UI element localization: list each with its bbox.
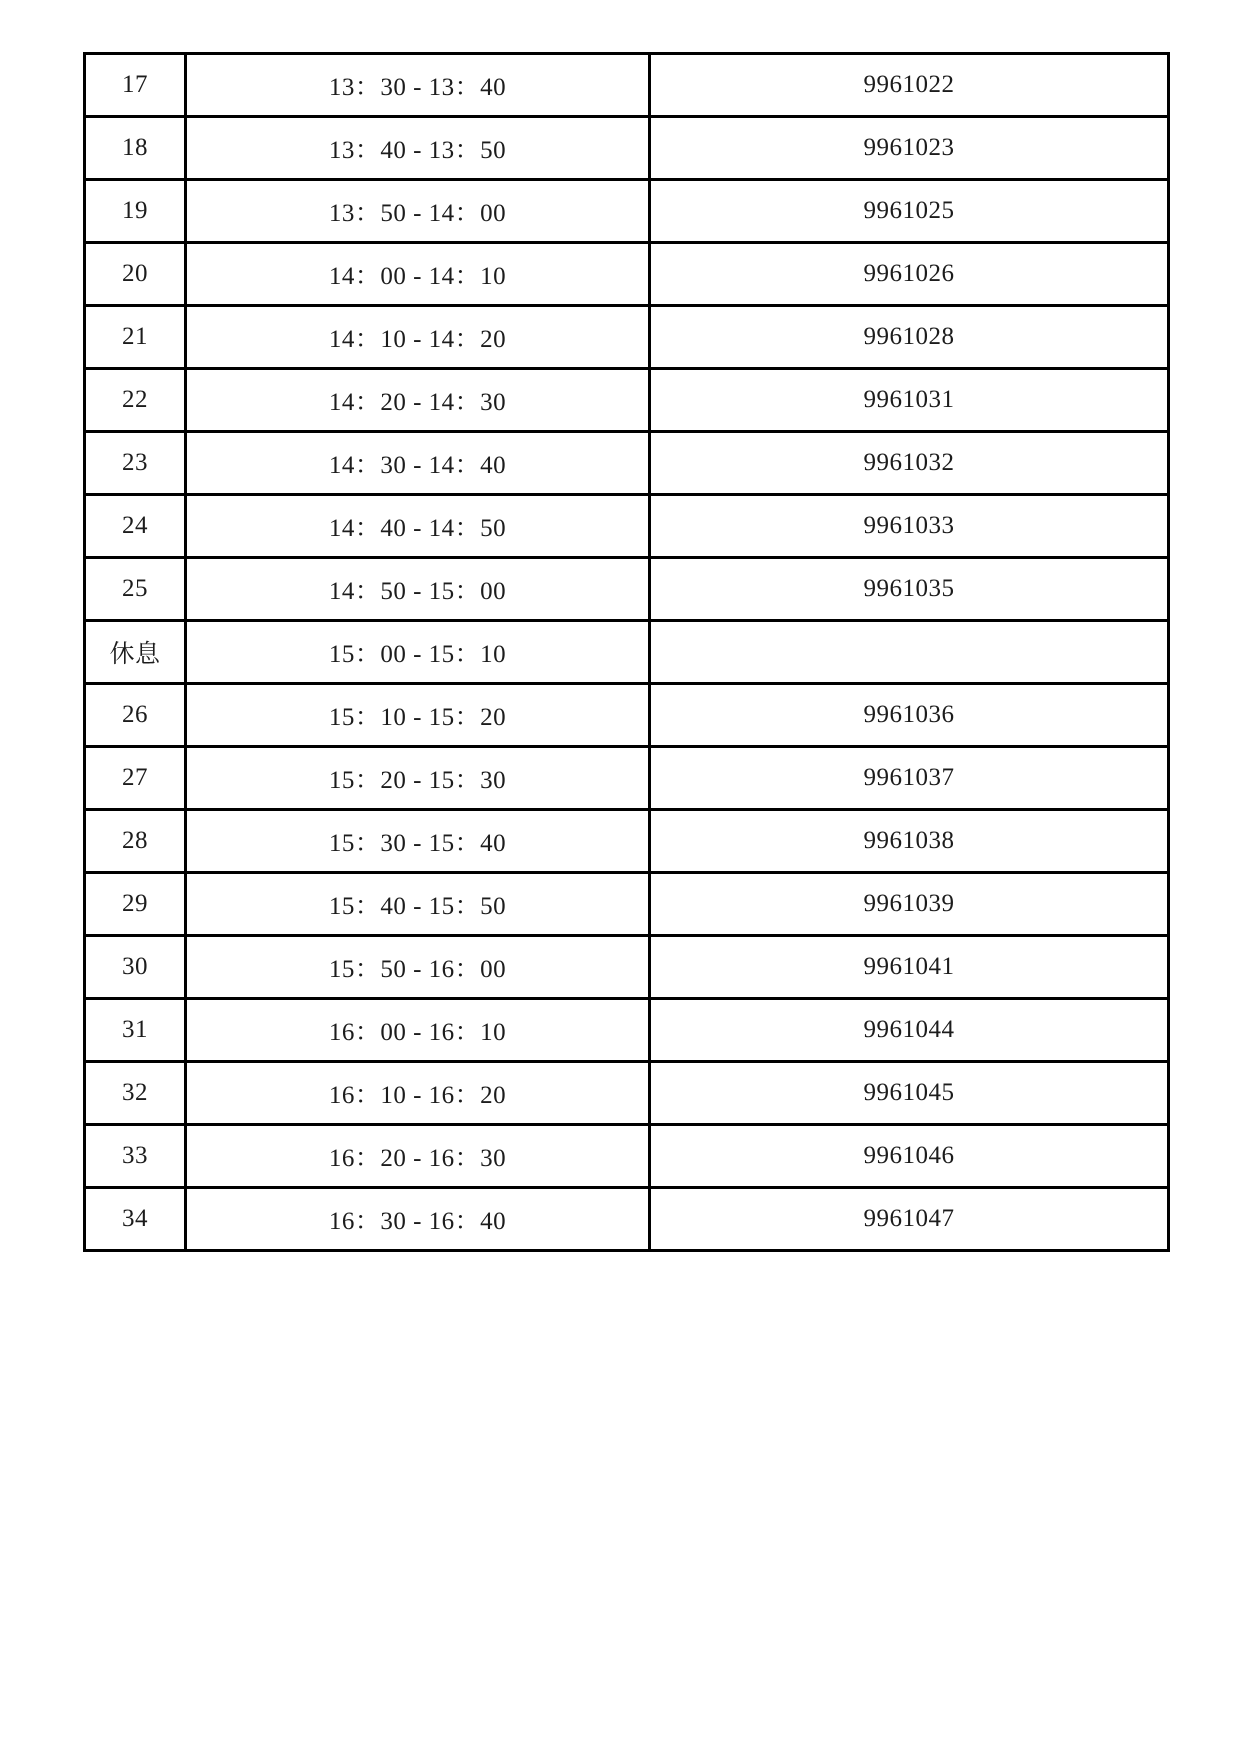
time-range-cell: 14：10 - 14：20 <box>186 306 650 369</box>
schedule-table <box>83 52 1170 1252</box>
slot-number-cell: 29 <box>85 873 186 936</box>
id-number-cell: 9961035 <box>650 558 1169 621</box>
id-number-cell: 9961028 <box>650 306 1169 369</box>
slot-number-cell: 23 <box>85 432 186 495</box>
table-row <box>85 1188 1169 1251</box>
slot-number-cell: 27 <box>85 747 186 810</box>
time-range-cell: 13：30 - 13：40 <box>186 54 650 117</box>
time-range-cell: 15：10 - 15：20 <box>186 684 650 747</box>
time-range-cell: 14：30 - 14：40 <box>186 432 650 495</box>
slot-number-cell: 33 <box>85 1125 186 1188</box>
time-range-cell: 14：00 - 14：10 <box>186 243 650 306</box>
table-row <box>85 999 1169 1062</box>
table-row <box>85 306 1169 369</box>
time-range-cell: 16：30 - 16：40 <box>186 1188 650 1251</box>
id-number-cell: 9961037 <box>650 747 1169 810</box>
slot-number-cell: 24 <box>85 495 186 558</box>
time-range-cell: 15：00 - 15：10 <box>186 621 650 684</box>
id-number-cell: 9961041 <box>650 936 1169 999</box>
slot-number-cell: 25 <box>85 558 186 621</box>
id-number-cell: 9961022 <box>650 54 1169 117</box>
id-number-cell: 9961033 <box>650 495 1169 558</box>
id-number-cell: 9961038 <box>650 810 1169 873</box>
slot-number-cell: 31 <box>85 999 186 1062</box>
slot-number-cell: 26 <box>85 684 186 747</box>
id-number-cell: 9961036 <box>650 684 1169 747</box>
id-number-cell: 9961026 <box>650 243 1169 306</box>
slot-number-cell: 19 <box>85 180 186 243</box>
time-range-cell: 14：50 - 15：00 <box>186 558 650 621</box>
id-number-cell: 9961032 <box>650 432 1169 495</box>
table-row <box>85 873 1169 936</box>
id-number-cell: 9961044 <box>650 999 1169 1062</box>
table-row <box>85 495 1169 558</box>
slot-number-cell: 32 <box>85 1062 186 1125</box>
id-number-cell: 9961045 <box>650 1062 1169 1125</box>
id-number-cell <box>650 621 1169 684</box>
time-range-cell: 15：30 - 15：40 <box>186 810 650 873</box>
id-number-cell: 9961025 <box>650 180 1169 243</box>
table-row <box>85 369 1169 432</box>
table-row <box>85 180 1169 243</box>
time-range-cell: 14：20 - 14：30 <box>186 369 650 432</box>
table-row <box>85 684 1169 747</box>
schedule-table-body <box>85 54 1169 1251</box>
table-row <box>85 54 1169 117</box>
slot-number-cell: 22 <box>85 369 186 432</box>
table-row <box>85 558 1169 621</box>
table-row <box>85 117 1169 180</box>
slot-number-cell: 21 <box>85 306 186 369</box>
id-number-cell: 9961039 <box>650 873 1169 936</box>
table-row <box>85 243 1169 306</box>
slot-number-cell: 18 <box>85 117 186 180</box>
id-number-cell: 9961047 <box>650 1188 1169 1251</box>
time-range-cell: 13：50 - 14：00 <box>186 180 650 243</box>
table-row <box>85 810 1169 873</box>
table-row <box>85 1062 1169 1125</box>
table-row <box>85 936 1169 999</box>
slot-number-cell: 28 <box>85 810 186 873</box>
time-range-cell: 16：20 - 16：30 <box>186 1125 650 1188</box>
slot-number-cell: 17 <box>85 54 186 117</box>
table-row <box>85 432 1169 495</box>
time-range-cell: 14：40 - 14：50 <box>186 495 650 558</box>
time-range-cell: 15：40 - 15：50 <box>186 873 650 936</box>
slot-number-cell: 20 <box>85 243 186 306</box>
slot-number-cell: 30 <box>85 936 186 999</box>
time-range-cell: 13：40 - 13：50 <box>186 117 650 180</box>
id-number-cell: 9961046 <box>650 1125 1169 1188</box>
id-number-cell: 9961031 <box>650 369 1169 432</box>
table-row <box>85 747 1169 810</box>
schedule-table-container <box>83 52 1170 1252</box>
time-range-cell: 15：50 - 16：00 <box>186 936 650 999</box>
time-range-cell: 16：10 - 16：20 <box>186 1062 650 1125</box>
slot-number-cell: 休息 <box>85 621 186 684</box>
time-range-cell: 16：00 - 16：10 <box>186 999 650 1062</box>
table-row <box>85 621 1169 684</box>
time-range-cell: 15：20 - 15：30 <box>186 747 650 810</box>
id-number-cell: 9961023 <box>650 117 1169 180</box>
slot-number-cell: 34 <box>85 1188 186 1251</box>
table-row <box>85 1125 1169 1188</box>
